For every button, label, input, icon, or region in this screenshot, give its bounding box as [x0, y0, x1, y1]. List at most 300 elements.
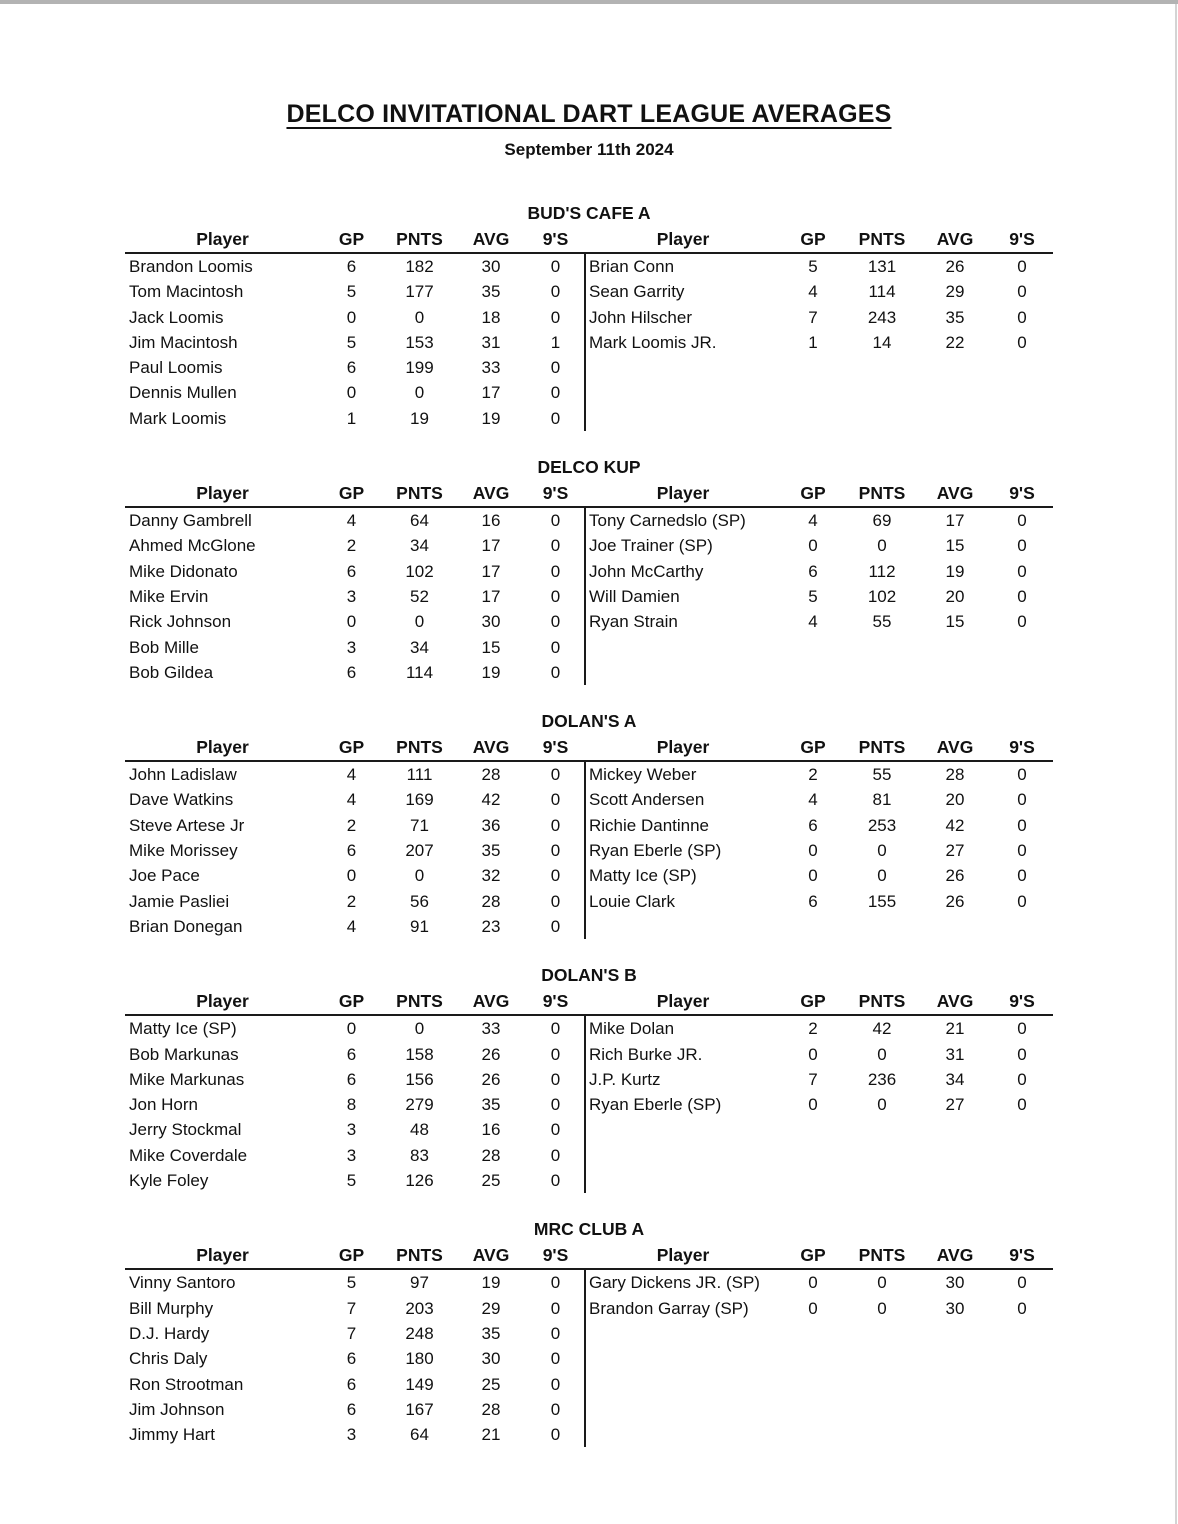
- column-header-avg: AVG: [472, 737, 510, 758]
- document-content: [125, 0, 1053, 1471]
- points: 199: [405, 358, 434, 378]
- league-section: [125, 201, 1053, 431]
- nines: 0: [550, 866, 561, 886]
- average: 21: [481, 1425, 501, 1445]
- column-header-avg: AVG: [936, 737, 974, 758]
- column-header-gp: GP: [800, 991, 826, 1012]
- games-played: 6: [346, 1399, 357, 1419]
- average: 25: [481, 1171, 501, 1191]
- points: 279: [405, 1095, 434, 1115]
- right-table: [585, 1270, 1053, 1447]
- average: 27: [945, 1095, 965, 1115]
- nines: 0: [550, 1069, 561, 1089]
- average: 30: [945, 1298, 965, 1318]
- nines: 0: [550, 916, 561, 936]
- games-played: 5: [346, 1273, 357, 1293]
- points: 126: [405, 1171, 434, 1191]
- player-row: [125, 813, 585, 838]
- player-row: [125, 889, 585, 914]
- games-played: 2: [808, 765, 818, 785]
- average: 17: [945, 511, 965, 531]
- player-name: Ron Strootman: [129, 1374, 244, 1394]
- average: 22: [945, 332, 965, 352]
- points: 0: [877, 1095, 887, 1115]
- player-name: Mike Didonato: [129, 561, 238, 581]
- player-row: [585, 508, 1053, 533]
- column-header-pnts: PNTS: [396, 737, 443, 758]
- points: 0: [414, 307, 425, 327]
- player-name: Jerry Stockmal: [129, 1120, 242, 1140]
- column-header-nines: 9'S: [1009, 991, 1035, 1012]
- player-name: Tom Macintosh: [129, 282, 244, 302]
- player-row: [125, 1067, 585, 1092]
- games-played: 7: [808, 307, 818, 327]
- nines: 0: [550, 815, 561, 835]
- player-name: J.P. Kurtz: [589, 1069, 661, 1089]
- nines: 0: [550, 790, 561, 810]
- player-name: Will Damien: [589, 586, 680, 606]
- player-row: [125, 380, 585, 405]
- player-name: Mike Coverdale: [129, 1145, 248, 1165]
- games-played: 5: [346, 332, 357, 352]
- player-row: [585, 330, 1053, 355]
- player-row: [125, 533, 585, 558]
- average: 32: [481, 866, 501, 886]
- nines: 0: [550, 257, 561, 276]
- nines: 0: [550, 561, 561, 581]
- column-header-gp: GP: [338, 1245, 365, 1266]
- player-row: [585, 254, 1053, 279]
- player-name: Sean Garrity: [589, 282, 685, 302]
- nines: 1: [550, 332, 561, 352]
- games-played: 1: [808, 332, 818, 352]
- left-table-header: [125, 480, 585, 506]
- column-header-pnts: PNTS: [396, 1245, 443, 1266]
- points: 167: [405, 1399, 434, 1419]
- player-name: Brandon Garray (SP): [589, 1298, 749, 1318]
- table-header-row: [125, 988, 1053, 1016]
- player-row: [125, 1422, 585, 1447]
- table-body: [125, 508, 1053, 685]
- player-name: Ryan Eberle (SP): [589, 1095, 722, 1115]
- points: 155: [867, 891, 897, 911]
- average: 20: [945, 790, 965, 810]
- games-played: 6: [346, 1374, 357, 1394]
- games-played: 0: [808, 1298, 818, 1318]
- table-body: [125, 254, 1053, 431]
- nines: 0: [550, 841, 561, 861]
- points: 0: [877, 536, 887, 556]
- games-played: 5: [808, 257, 818, 276]
- player-name: Bill Murphy: [129, 1298, 214, 1318]
- points: 64: [410, 1425, 429, 1445]
- player-row: [125, 914, 585, 939]
- right-table: [585, 254, 1053, 431]
- points: 0: [414, 612, 425, 632]
- points: 153: [405, 332, 434, 352]
- games-played: 6: [346, 561, 357, 581]
- player-row: [125, 762, 585, 787]
- player-row: [125, 1143, 585, 1168]
- average: 42: [481, 790, 501, 810]
- average: 35: [481, 841, 501, 861]
- player-name: John Ladislaw: [129, 765, 237, 785]
- player-name: Tony Carnedslo (SP): [589, 511, 746, 531]
- points: 14: [872, 332, 892, 352]
- left-table: [125, 762, 585, 939]
- league-section: [125, 963, 1053, 1193]
- average: 33: [481, 358, 501, 378]
- average: 42: [945, 815, 965, 835]
- nines: 0: [550, 536, 561, 556]
- league-section: [125, 1217, 1053, 1447]
- nines: 0: [550, 1298, 561, 1318]
- player-row: [125, 1016, 585, 1041]
- section-title: BUD'S CAFE A: [527, 203, 651, 223]
- points: 91: [410, 916, 429, 936]
- player-row: [585, 813, 1053, 838]
- table-header-row: [125, 226, 1053, 254]
- average: 19: [481, 408, 501, 428]
- player-name: Ryan Eberle (SP): [589, 841, 722, 861]
- right-table-header: [585, 226, 1053, 252]
- average: 28: [481, 1145, 501, 1165]
- average: 31: [945, 1044, 965, 1064]
- column-header-pnts: PNTS: [858, 483, 906, 504]
- points: 97: [410, 1273, 429, 1293]
- player-name: Paul Loomis: [129, 358, 223, 378]
- document-title: DELCO INVITATIONAL DART LEAGUE AVERAGES: [286, 100, 892, 128]
- average: 29: [481, 1298, 501, 1318]
- right-table-header: [585, 480, 1053, 506]
- player-name: Chris Daly: [129, 1349, 208, 1369]
- nines: 0: [1017, 866, 1027, 886]
- player-name: Kyle Foley: [129, 1171, 209, 1191]
- nines: 0: [1017, 307, 1027, 327]
- table-divider: [584, 508, 586, 685]
- document-date: September 11th 2024: [504, 140, 674, 159]
- column-header-pnts: PNTS: [858, 737, 906, 758]
- games-played: 6: [346, 1069, 357, 1089]
- player-row: [585, 279, 1053, 304]
- points: 34: [410, 637, 429, 657]
- table-header-row: [125, 1242, 1053, 1270]
- right-table: [585, 762, 1053, 939]
- player-row: [125, 1270, 585, 1295]
- column-header-avg: AVG: [472, 483, 510, 504]
- nines: 0: [1017, 1069, 1027, 1089]
- nines: 0: [550, 1171, 561, 1191]
- games-played: 7: [346, 1323, 357, 1343]
- column-header-player: Player: [196, 1245, 249, 1266]
- league-section: [125, 709, 1053, 939]
- games-played: 3: [346, 637, 357, 657]
- nines: 0: [550, 1019, 561, 1039]
- points: 156: [405, 1069, 434, 1089]
- column-header-gp: GP: [338, 991, 365, 1012]
- player-name: Mickey Weber: [589, 765, 697, 785]
- viewer-right-border: [1175, 4, 1177, 1524]
- player-row: [585, 305, 1053, 330]
- games-played: 5: [346, 282, 357, 302]
- games-played: 4: [808, 612, 818, 632]
- points: 182: [405, 257, 434, 276]
- points: 203: [405, 1298, 434, 1318]
- nines: 0: [550, 586, 561, 606]
- player-row: [125, 787, 585, 812]
- player-row: [125, 559, 585, 584]
- games-played: 5: [808, 586, 818, 606]
- points: 71: [410, 815, 429, 835]
- player-row: [585, 762, 1053, 787]
- column-header-pnts: PNTS: [858, 991, 906, 1012]
- player-row: [585, 863, 1053, 888]
- nines: 0: [550, 358, 561, 378]
- games-played: 0: [346, 866, 357, 886]
- player-row: [125, 1321, 585, 1346]
- average: 17: [481, 561, 501, 581]
- player-row: [585, 559, 1053, 584]
- nines: 0: [1017, 1095, 1027, 1115]
- right-table-header: [585, 1242, 1053, 1268]
- nines: 0: [1017, 561, 1027, 581]
- left-table: [125, 1016, 585, 1193]
- average: 15: [945, 536, 965, 556]
- player-row: [585, 1270, 1053, 1295]
- games-played: 3: [346, 586, 357, 606]
- average: 31: [481, 332, 501, 352]
- games-played: 4: [808, 282, 818, 302]
- column-header-pnts: PNTS: [396, 229, 443, 249]
- nines: 0: [550, 1273, 561, 1293]
- nines: 0: [1017, 765, 1027, 785]
- column-header-gp: GP: [338, 737, 365, 758]
- player-row: [125, 1042, 585, 1067]
- games-played: 4: [808, 790, 818, 810]
- right-table-header: [585, 988, 1053, 1014]
- nines: 0: [550, 511, 561, 531]
- player-row: [125, 1372, 585, 1397]
- points: 64: [410, 511, 429, 531]
- nines: 0: [550, 1374, 561, 1394]
- games-played: 7: [346, 1298, 357, 1318]
- player-name: Bob Mille: [129, 637, 199, 657]
- player-row: [125, 1092, 585, 1117]
- player-name: Jon Horn: [129, 1095, 198, 1115]
- games-played: 4: [346, 765, 357, 785]
- points: 0: [414, 1019, 425, 1039]
- player-name: Louie Clark: [589, 891, 675, 911]
- column-header-player: Player: [656, 737, 710, 758]
- column-header-player: Player: [196, 483, 249, 504]
- average: 20: [945, 586, 965, 606]
- column-header-nines: 9'S: [1009, 483, 1035, 504]
- left-table: [125, 508, 585, 685]
- player-name: Jack Loomis: [129, 307, 224, 327]
- table-body: [125, 762, 1053, 939]
- player-name: Rick Johnson: [129, 612, 232, 632]
- sections-container: [125, 201, 1053, 1447]
- section-title: DOLAN'S B: [541, 965, 637, 986]
- nines: 0: [550, 1399, 561, 1419]
- column-header-pnts: PNTS: [396, 991, 443, 1012]
- player-name: Mark Loomis JR.: [589, 332, 717, 352]
- games-played: 0: [808, 536, 818, 556]
- player-name: Mike Markunas: [129, 1069, 245, 1089]
- player-row: [125, 355, 585, 380]
- points: 0: [877, 866, 887, 886]
- player-row: [585, 838, 1053, 863]
- points: 169: [405, 790, 434, 810]
- column-header-player: Player: [656, 483, 710, 504]
- column-header-avg: AVG: [936, 229, 974, 249]
- games-played: 3: [346, 1425, 357, 1445]
- column-header-nines: 9'S: [1009, 737, 1035, 758]
- column-header-player: Player: [196, 991, 249, 1012]
- points: 177: [405, 282, 434, 302]
- column-header-pnts: PNTS: [858, 229, 906, 249]
- player-row: [125, 584, 585, 609]
- nines: 0: [550, 383, 561, 403]
- player-name: John McCarthy: [589, 561, 704, 581]
- games-played: 3: [346, 1145, 357, 1165]
- player-row: [125, 1346, 585, 1371]
- player-name: Steve Artese Jr: [129, 815, 245, 835]
- games-played: 0: [808, 1095, 818, 1115]
- average: 15: [945, 612, 965, 632]
- column-header-nines: 9'S: [1009, 229, 1035, 249]
- player-row: [125, 660, 585, 685]
- average: 27: [945, 841, 965, 861]
- games-played: 2: [346, 891, 357, 911]
- column-header-avg: AVG: [472, 1245, 510, 1266]
- column-header-avg: AVG: [936, 1245, 974, 1266]
- points: 0: [877, 841, 887, 861]
- points: 56: [410, 891, 429, 911]
- games-played: 4: [346, 511, 357, 531]
- games-played: 0: [808, 866, 818, 886]
- points: 112: [868, 561, 896, 581]
- left-table-header: [125, 988, 585, 1014]
- nines: 0: [1017, 1273, 1027, 1293]
- points: 48: [410, 1120, 429, 1140]
- average: 28: [481, 891, 501, 911]
- average: 26: [945, 257, 965, 276]
- games-played: 1: [346, 408, 357, 428]
- average: 25: [481, 1374, 501, 1394]
- column-header-nines: 9'S: [542, 483, 569, 504]
- player-name: Gary Dickens JR. (SP): [589, 1273, 760, 1293]
- points: 207: [405, 841, 434, 861]
- nines: 0: [1017, 332, 1027, 352]
- nines: 0: [1017, 815, 1027, 835]
- nines: 0: [1017, 891, 1027, 911]
- column-header-pnts: PNTS: [858, 1245, 906, 1266]
- player-row: [125, 1117, 585, 1142]
- column-header-nines: 9'S: [542, 1245, 569, 1266]
- column-header-player: Player: [196, 229, 249, 249]
- average: 36: [481, 815, 501, 835]
- section-title: DOLAN'S A: [541, 711, 637, 732]
- player-name: D.J. Hardy: [129, 1323, 210, 1343]
- points: 69: [872, 511, 892, 531]
- average: 35: [481, 282, 501, 302]
- player-name: Richie Dantinne: [589, 815, 710, 835]
- games-played: 6: [346, 1044, 357, 1064]
- points: 0: [877, 1273, 887, 1293]
- table-divider: [584, 762, 586, 939]
- points: 131: [867, 257, 897, 276]
- points: 149: [405, 1374, 434, 1394]
- average: 28: [481, 765, 501, 785]
- player-name: Brian Donegan: [129, 916, 243, 936]
- nines: 0: [1017, 612, 1027, 632]
- column-header-gp: GP: [800, 483, 826, 504]
- player-name: Mike Dolan: [589, 1019, 675, 1039]
- games-played: 2: [808, 1019, 818, 1039]
- player-row: [125, 279, 585, 304]
- player-name: Matty Ice (SP): [589, 866, 697, 886]
- games-played: 0: [808, 1273, 818, 1293]
- average: 30: [481, 1349, 501, 1369]
- games-played: 3: [346, 1120, 357, 1140]
- player-name: Matty Ice (SP): [129, 1019, 237, 1039]
- player-name: Brian Conn: [589, 257, 675, 276]
- column-header-gp: GP: [800, 1245, 826, 1266]
- table-divider: [584, 1270, 586, 1447]
- nines: 0: [1017, 1019, 1027, 1039]
- player-row: [125, 609, 585, 634]
- average: 35: [481, 1095, 501, 1115]
- average: 28: [945, 765, 965, 785]
- average: 26: [945, 891, 965, 911]
- games-played: 6: [808, 891, 818, 911]
- games-played: 6: [808, 561, 818, 581]
- player-name: Jim Macintosh: [129, 332, 238, 352]
- player-name: Jim Johnson: [129, 1399, 225, 1419]
- points: 253: [867, 815, 897, 835]
- nines: 0: [550, 612, 561, 632]
- player-row: [585, 1042, 1053, 1067]
- column-header-player: Player: [196, 737, 249, 758]
- player-row: [125, 1296, 585, 1321]
- games-played: 4: [346, 790, 357, 810]
- average: 28: [481, 1399, 501, 1419]
- column-header-pnts: PNTS: [396, 483, 443, 504]
- nines: 0: [550, 765, 561, 785]
- column-header-avg: AVG: [936, 483, 974, 504]
- player-name: John Hilscher: [589, 307, 692, 327]
- player-name: Vinny Santoro: [129, 1273, 236, 1293]
- left-table-header: [125, 226, 585, 252]
- average: 29: [945, 282, 965, 302]
- player-row: [585, 609, 1053, 634]
- nines: 0: [1017, 790, 1027, 810]
- column-header-nines: 9'S: [542, 991, 569, 1012]
- column-header-avg: AVG: [472, 991, 510, 1012]
- games-played: 8: [346, 1095, 357, 1115]
- nines: 0: [550, 637, 561, 657]
- nines: 0: [550, 662, 561, 682]
- right-table: [585, 1016, 1053, 1193]
- nines: 0: [1017, 1298, 1027, 1318]
- section-title: DELCO KUP: [537, 457, 641, 478]
- player-name: Brandon Loomis: [129, 257, 253, 276]
- nines: 0: [1017, 282, 1027, 302]
- player-row: [125, 254, 585, 279]
- average: 35: [945, 307, 965, 327]
- player-row: [585, 1016, 1053, 1041]
